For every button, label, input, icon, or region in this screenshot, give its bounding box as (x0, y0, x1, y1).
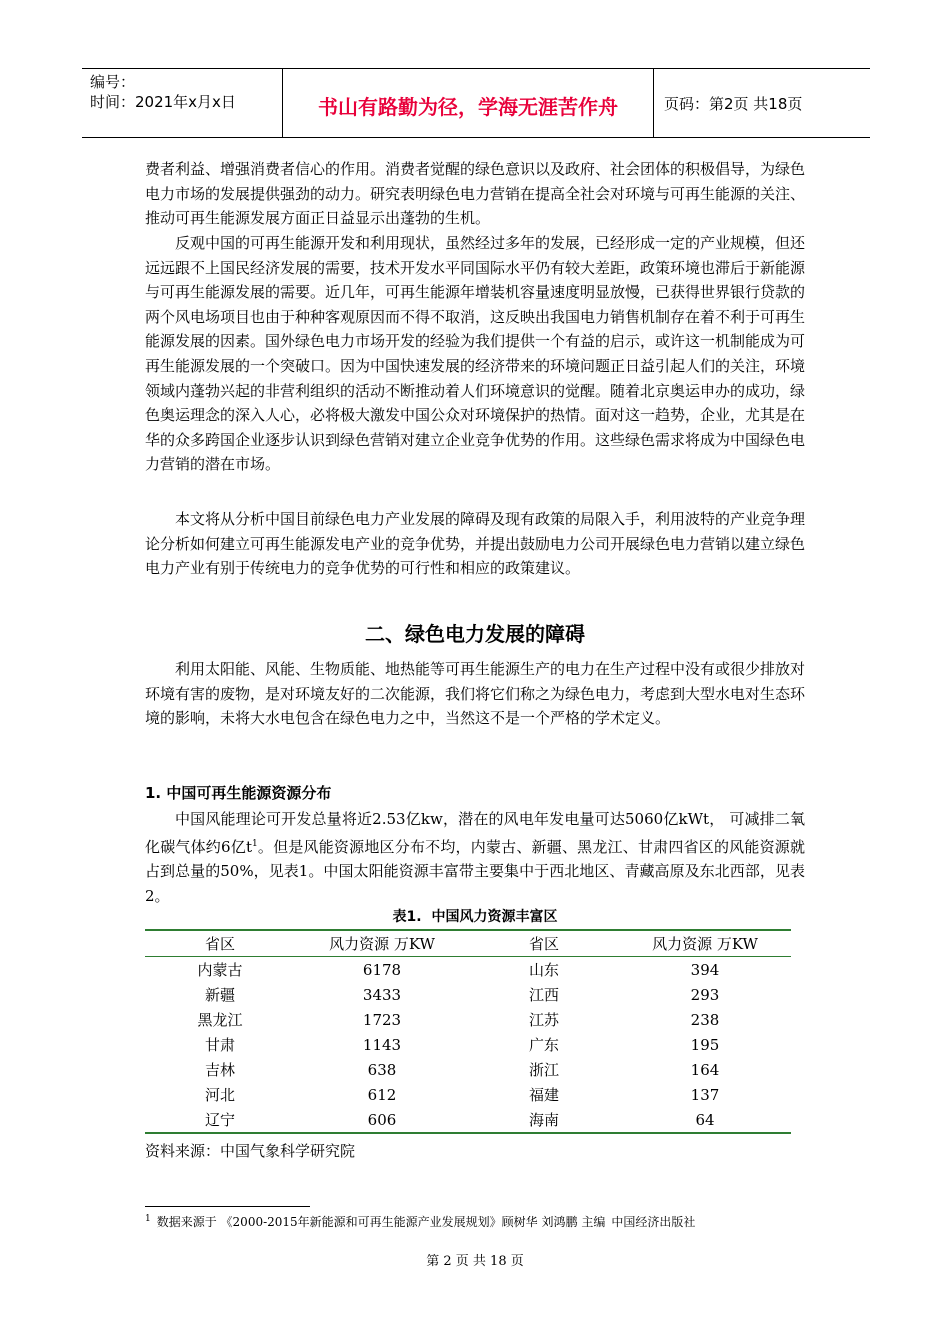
table-header-cell: 省区 (528, 935, 559, 953)
header-date-label: 时间：2021年x月x日 (90, 93, 236, 111)
table-row (145, 982, 791, 1007)
table-caption (0, 906, 950, 926)
table-row (145, 957, 791, 983)
table-cell: 612 (367, 1085, 397, 1104)
footnote (145, 1213, 695, 1230)
table-row (145, 1007, 791, 1032)
table-header-cell: 省区 (204, 935, 235, 953)
table-cell: 河北 (204, 1086, 235, 1104)
table-header-cell: 风力资源 万KW (652, 935, 758, 953)
header-page-label: 页码：第2页 共18页 (664, 95, 803, 113)
footnote-reference: 1 (251, 838, 258, 849)
table-cell: 内蒙古 (197, 961, 243, 979)
table-cell: 甘肃 (204, 1036, 235, 1054)
footnote-mark: 1 (145, 1214, 151, 1224)
table-cell: 山东 (528, 961, 559, 979)
table-cell: 638 (367, 1060, 397, 1079)
table-row (145, 1057, 791, 1082)
table-cell: 1723 (362, 1010, 402, 1029)
table-cell: 195 (690, 1035, 720, 1054)
table-cell: 新疆 (204, 986, 235, 1004)
table-cell: 辽宁 (204, 1111, 235, 1129)
table-cell: 6178 (362, 960, 402, 979)
table-cell: 吉林 (204, 1061, 235, 1079)
subsection-paragraph (145, 807, 805, 908)
page-footer: 第 2 页 共 18 页 (426, 1254, 524, 1269)
subsection-text-b: 。但是风能资源地区分布不均，内蒙古、新疆、黑龙江、甘肃四省区的风能资源就占到总量的50%，见表1。中国太阳能资源丰富带主要集中于西北地区、青藏高原及东北西部，见表2。 (145, 837, 805, 905)
table-cell: 164 (690, 1060, 720, 1079)
table-cell: 海南 (528, 1111, 559, 1129)
footnote-publisher: 中国经济出版社 (611, 1215, 696, 1229)
table-header-row (145, 930, 791, 957)
header-motto: 书山有路勤为径，学海无涯苦作舟 (318, 95, 618, 119)
table-cell: 394 (690, 960, 720, 979)
table-cell: 137 (690, 1085, 720, 1104)
paragraph-continued: 费者利益、增强消费者信心的作用。消费者觉醒的绿色意识以及政府、社会团体的积极倡导，为绿色电力市场的发展提供强劲的动力。研究表明绿色电力营销在提高全社会对环境与可再生能源的关注、推动可再生能源发展方面正日益显示出蓬勃的生机。 (145, 160, 806, 228)
table-cell: 293 (690, 985, 720, 1004)
table-row (145, 1107, 791, 1133)
footnote-divider (145, 1206, 310, 1207)
footnote-text: 数据来源于 《2000-2015年新能源和可再生能源产业发展规划》顾树华 刘鸿鹏 主编 (156, 1215, 606, 1229)
subsection-heading: 1. 中国可再生能源资源分布 (145, 784, 332, 802)
paragraph-outline: 本文将从分析中国目前绿色电力产业发展的障碍及现有政策的局限入手，利用波特的产业竞争理论分析如何建立可再生能源发电产业的竞争优势，并提出鼓励电力公司开展绿色电力营销以建立绿色电力产业有别于传统电力的竞争优势的可行性和相应的政策建议。 (145, 510, 806, 578)
table-cell: 江苏 (528, 1011, 559, 1029)
wind-resource-table (145, 929, 791, 1134)
table-cell: 64 (695, 1110, 715, 1129)
paragraph-status: 反观中国的可再生能源开发和利用现状，虽然经过多年的发展，已经形成一定的产业规模，但还远远跟不上国民经济发展的需要，技术开发水平同国际水平仍有较大差距，政策环境也滞后于新能源与可再生能源发展的需要。近几年，可再生能源年增装机容量速度明显放慢，已获得世界银行贷款的两个风电场项目也由于种种客观原因而不得不取消，这反映出我国电力销售机制存在着不利于可再生能源发展的因素。国外绿色电力市场开发的经验为我们提供一个有益的启示，或许这一机制能成为可再生能源发展的一个突破口。因为中国快速发展的经济带来的环境问题正日益引起人们的关注，环境领域内蓬勃兴起的非营利组织的活动不断推动着人们环境意识的觉醒。随着北京奥运申办的成功，绿色奥运理念的深入人心，必将极大激发中国公众对环境保护的热情。面对这一趋势，企业，尤其是在华的众多跨国企业逐步认识到绿色营销对建立企业竞争优势的作用。这些绿色需求将成为中国绿色电力营销的潜在市场。 (145, 234, 806, 474)
table-cell: 238 (690, 1010, 720, 1029)
table-header-cell: 风力资源 万KW (329, 935, 435, 953)
table-cell: 江西 (528, 986, 559, 1004)
table-row (145, 1082, 791, 1107)
table-source: 资料来源：中国气象科学研究院 (145, 1142, 356, 1160)
table-row (145, 1032, 791, 1057)
table-cell: 福建 (528, 1086, 559, 1104)
table-caption-title: 中国风力资源丰富区 (431, 909, 558, 925)
subsection-text-a: 中国风能理论可开发总量将近2.53亿kw，潜在的风电年发电量可达5060亿kWt， 可减排二氧化碳气体约6亿t (145, 810, 805, 856)
section-heading: 二、绿色电力发展的障碍 (365, 622, 585, 646)
table-cell: 1143 (362, 1035, 402, 1054)
section-paragraph: 利用太阳能、风能、生物质能、地热能等可再生能源生产的电力在生产过程中没有或很少排放对环境有害的废物，是对环境友好的二次能源，我们将它们称之为绿色电力，考虑到大型水电对生态环境的影响，未将大水电包含在绿色电力之中，当然这不是一个严格的学术定义。 (145, 660, 806, 728)
table-caption-number: 表1. (392, 909, 422, 925)
header-number-label: 编号： (90, 73, 136, 91)
table-cell: 浙江 (528, 1061, 559, 1079)
header-left (90, 72, 280, 112)
page-header (82, 68, 870, 138)
table-cell: 黑龙江 (197, 1011, 243, 1029)
header-motto-cell (282, 69, 654, 137)
table-cell: 3433 (362, 985, 402, 1004)
table-cell: 广东 (528, 1036, 559, 1054)
table-cell: 606 (367, 1110, 397, 1129)
